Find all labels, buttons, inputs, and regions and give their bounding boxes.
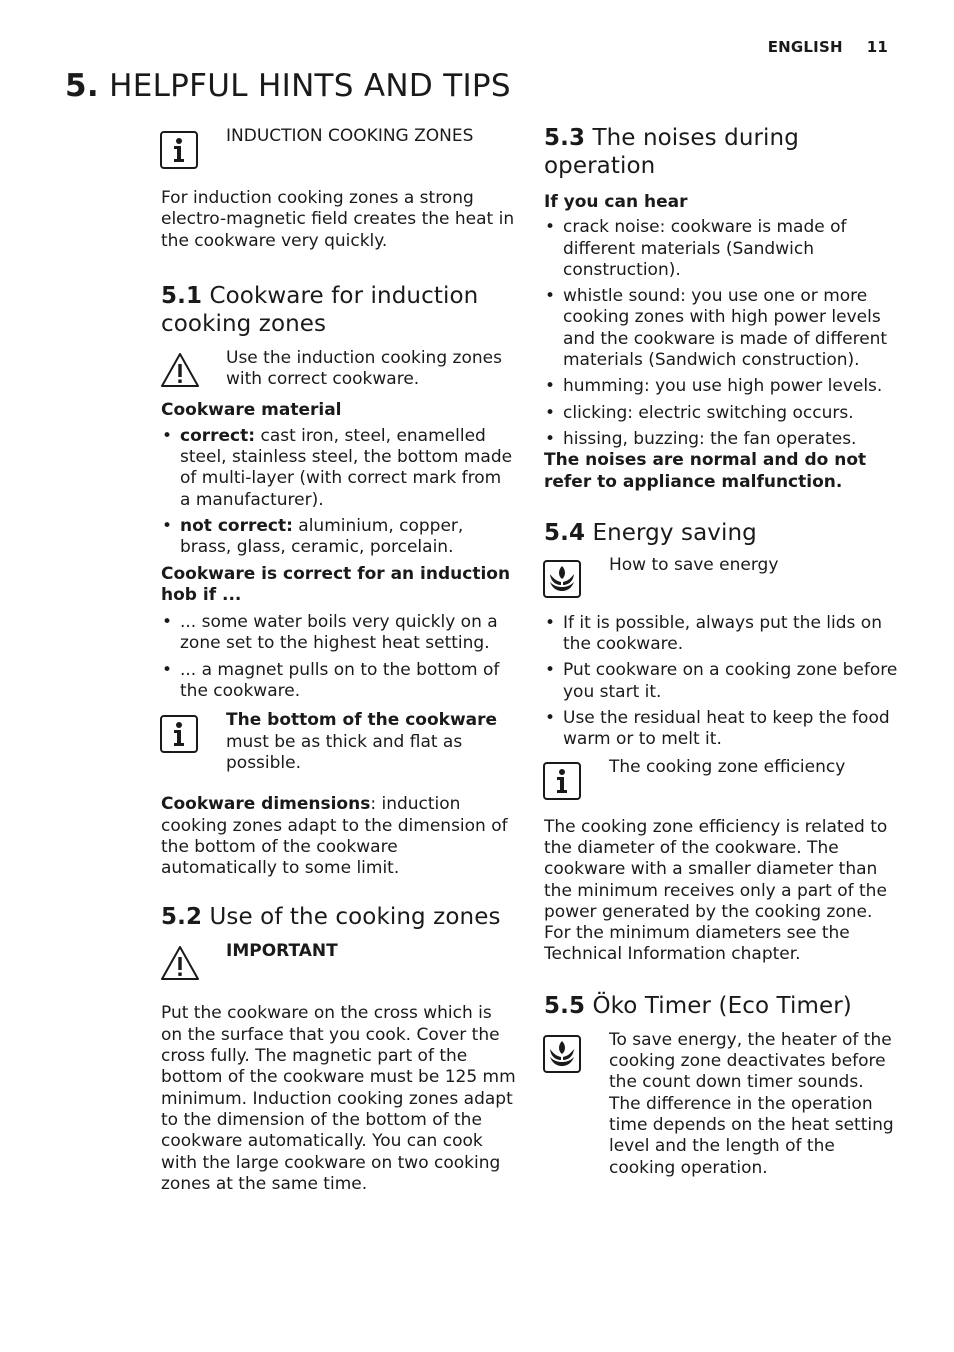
correct-cookware-list: [161, 612, 517, 702]
item-text: aluminium, copper, brass, glass, ceramic, porcelain.: [180, 515, 464, 558]
note-save-energy-text: How to save energy: [609, 554, 779, 575]
info-icon: [160, 715, 198, 753]
note-cookware-bottom-text: must be as thick and flat as possible.: [226, 731, 463, 773]
right-column: [544, 124, 900, 1179]
section-5-2-number: 5.2: [161, 904, 203, 931]
list-item: • Use the residual heat to keep the food warm or to melt it.: [544, 708, 900, 751]
list-item: • Put cookware on a cooking zone before you start it.: [544, 660, 900, 703]
list-item: • humming: you use high power levels.: [544, 376, 900, 397]
section-5-3-number: 5.3: [544, 125, 586, 151]
note-eco-timer: [544, 1030, 900, 1179]
list-item: [161, 516, 517, 559]
warning-correct-cookware-text: Use the induction cooking zones with correct cookware.: [226, 347, 502, 390]
section-5-4-title: Energy saving: [592, 519, 757, 546]
noises-conclusion: The noises are normal and do not refer to appliance malfunction.: [544, 450, 867, 492]
correct-cookware-heading: Cookware is correct for an induction hob if ...: [161, 563, 511, 605]
note-eco-timer-text: To save energy, the heater of the cooking zone deactivates before the count down timer sounds. The difference in the operation time depends on the heat setting level and the length of the cooking operation.: [609, 1029, 894, 1178]
eco-leaf-icon: [543, 560, 581, 598]
noises-list: [544, 217, 900, 450]
warning-important: [161, 941, 517, 981]
list-item: • ... some water boils very quickly on a zone set to the highest heat setting.: [161, 612, 517, 655]
cookware-dimensions-text: : induction cooking zones adapt to the dimension of the bottom of the cookware automatically to some limit.: [161, 794, 508, 879]
page-number: 11: [866, 38, 888, 56]
note-zone-efficiency-text: The cooking zone efficiency: [609, 756, 846, 777]
note-induction: [161, 126, 517, 166]
cookware-dimensions-paragraph: [161, 794, 517, 879]
note-induction-text: INDUCTION COOKING ZONES: [226, 126, 474, 146]
section-5-3-title: The noises during operation: [544, 125, 799, 179]
efficiency-paragraph: The cooking zone efficiency is related to the diameter of the cookware. The cookware with a smaller diameter than the minimum receives only a part of the power generated by the cooking zone. For the minimum diameters see the Technical Information chapter.: [544, 816, 888, 965]
list-item: • clicking: electric switching occurs.: [544, 403, 900, 424]
page-header: [768, 38, 888, 56]
energy-saving-list: [544, 613, 900, 751]
use-zones-paragraph: Put the cookware on the cross which is on the surface that you cook. Cover the cross fully. The magnetic part of the bottom of the cookware must be 125 mm minimum. Induction cooking zones adapt to the dimension of the bottom of the cookware automatically. You can cook with the large cookware on two cooking zones at the same time.: [161, 1003, 516, 1194]
list-item: • crack noise: cookware is made of different materials (Sandwich construction).: [544, 217, 900, 281]
list-item: • hissing, buzzing: the fan operates.: [544, 429, 900, 450]
list-item: [161, 426, 517, 511]
section-5-1-title: Cookware for induction cooking zones: [161, 282, 479, 337]
info-icon: [160, 131, 198, 169]
section-5-2-heading: [161, 903, 517, 931]
intro-paragraph: For induction cooking zones a strong electro-magnetic field creates the heat in the cookware very quickly.: [161, 188, 515, 251]
item-label: not correct:: [180, 515, 293, 536]
section-5-1-number: 5.1: [161, 282, 203, 309]
section-5-1-heading: [161, 282, 517, 338]
note-cookware-bottom: [161, 710, 517, 774]
section-5-5-heading: [544, 992, 900, 1020]
cookware-material-list: [161, 426, 517, 559]
section-5-5-title: Öko Timer (Eco Timer): [592, 992, 852, 1019]
warning-correct-cookware: [161, 348, 517, 391]
cookware-dimensions-label: Cookware dimensions: [161, 794, 371, 815]
list-item: • If it is possible, always put the lids on the cookware.: [544, 613, 900, 656]
header-language: ENGLISH: [767, 38, 843, 56]
section-5-3-heading: [544, 124, 900, 180]
item-text: cast iron, steel, enamelled steel, stainless steel, the bottom made of multi-layer (with correct mark from a manufacturer).: [180, 425, 513, 510]
note-save-energy: [544, 555, 900, 595]
info-icon: [543, 762, 581, 800]
section-5-4-heading: [544, 519, 900, 547]
eco-leaf-icon: [543, 1035, 581, 1073]
warning-icon: [160, 352, 200, 388]
warning-important-text: IMPORTANT: [226, 941, 338, 962]
section-5-4-number: 5.4: [544, 519, 586, 546]
noises-subheading: If you can hear: [544, 192, 688, 212]
list-item: • whistle sound: you use one or more cooking zones with high power levels and the cookware is made of different materials (Sandwich construction).: [544, 286, 900, 371]
warning-icon: [160, 945, 200, 981]
section-5-5-number: 5.5: [544, 992, 586, 1019]
left-column: [161, 124, 517, 1195]
note-zone-efficiency: [544, 757, 900, 797]
page-title: [65, 66, 511, 106]
chapter-number: 5.: [65, 68, 99, 104]
chapter-title: HELPFUL HINTS AND TIPS: [109, 68, 511, 104]
note-cookware-bottom-bold: The bottom of the cookware: [226, 710, 498, 731]
section-5-2-title: Use of the cooking zones: [209, 904, 501, 931]
cookware-material-heading: Cookware material: [161, 400, 342, 421]
list-item: • ... a magnet pulls on to the bottom of the cookware.: [161, 660, 517, 703]
item-label: correct:: [180, 425, 256, 446]
